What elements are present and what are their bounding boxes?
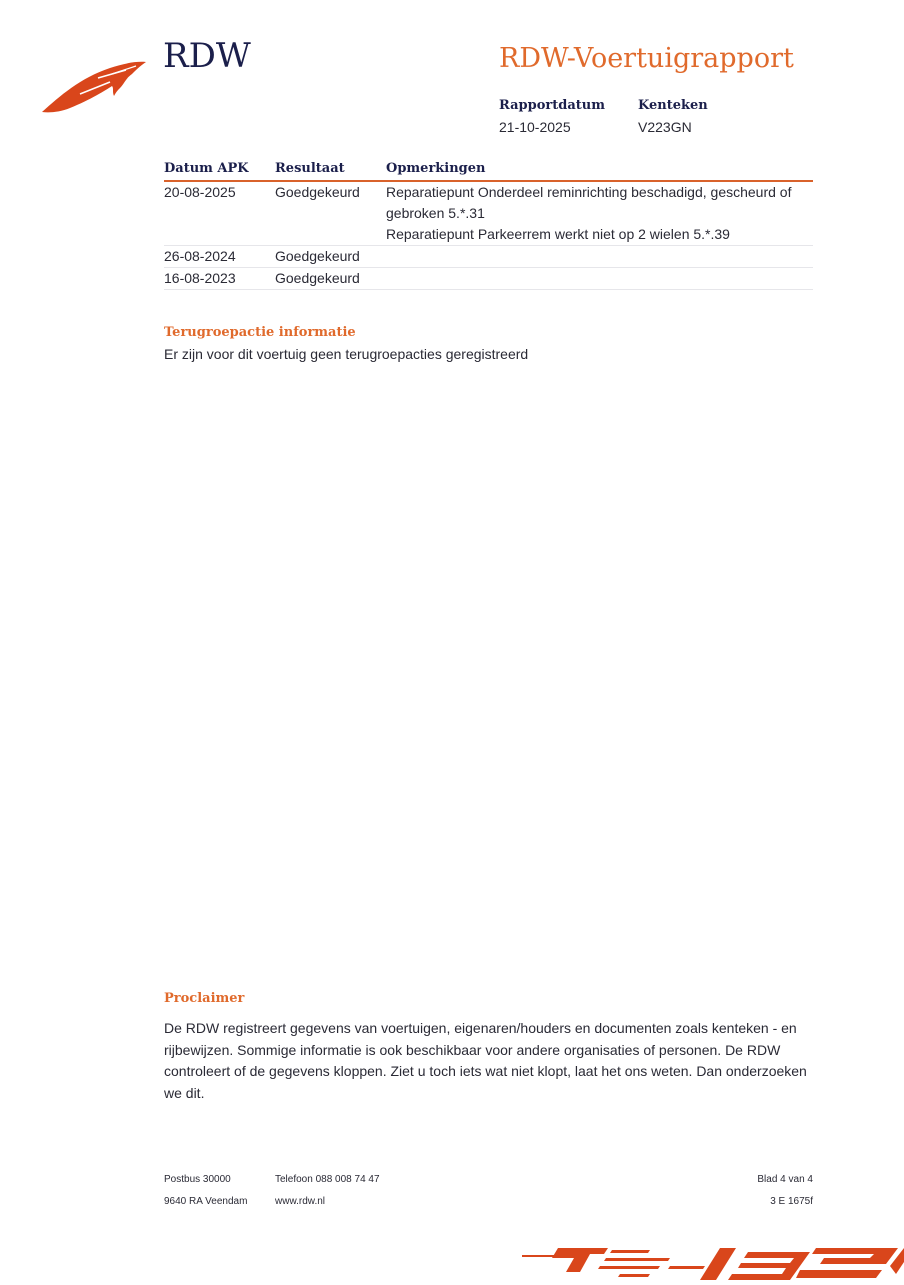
rdw-feather-logo-icon — [40, 56, 150, 116]
apk-result: Goedgekeurd — [275, 184, 360, 200]
apk-remarks — [386, 182, 806, 245]
report-date-value: 21-10-2025 — [499, 119, 571, 135]
apk-table — [164, 160, 813, 290]
apk-result: Goedgekeurd — [275, 270, 360, 286]
proclaimer-text: De RDW registreert gegevens van voertuigen, eigenaren/houders en documenten zoals kenteken - en rijbewijzen. Sommige informatie is ook beschikbaar voor andere organisaties of personen. De RDW controleert of de gegevens kloppen. Ziet u toch iets wat niet klopt, laat het ons weten. Dan onderzoeken we dit. — [164, 1020, 807, 1101]
license-plate-value: V223GN — [638, 119, 692, 135]
recall-section-title: Terugroepactie informatie — [164, 325, 356, 340]
apk-table-header — [164, 160, 813, 182]
footer-document-code: 3 E 1675f — [770, 1196, 813, 1207]
recall-text: Er zijn voor dit voertuig geen terugroepacties geregistreerd — [164, 346, 529, 362]
footer-website-link[interactable]: www.rdw.nl — [275, 1196, 326, 1207]
remark-item: Reparatiepunt Parkeerrem werkt niet op 2 wielen 5.*.39 — [386, 226, 730, 242]
footer-page-number: Blad 4 van 4 — [757, 1174, 813, 1185]
proclaimer-title: Proclaimer — [164, 991, 245, 1006]
footer-city: 9640 RA Veendam — [164, 1196, 248, 1207]
report-title: RDW-Voertuigrapport — [499, 43, 794, 74]
apk-date: 20-08-2025 — [164, 184, 236, 200]
footer-phone: Telefoon 088 008 74 47 — [275, 1174, 380, 1185]
rdw-stripes-decoration-icon — [520, 1244, 904, 1280]
license-plate-label: Kenteken — [638, 98, 708, 113]
table-row — [164, 268, 813, 290]
apk-date: 16-08-2023 — [164, 270, 236, 286]
apk-date: 26-08-2024 — [164, 248, 236, 264]
column-header-result: Resultaat — [275, 161, 345, 176]
column-header-date: Datum APK — [164, 161, 249, 176]
table-row — [164, 246, 813, 268]
footer-postbus: Postbus 30000 — [164, 1174, 231, 1185]
column-header-remarks: Opmerkingen — [386, 161, 486, 176]
report-date-label: Rapportdatum — [499, 98, 605, 113]
apk-result: Goedgekeurd — [275, 248, 360, 264]
table-row — [164, 182, 813, 246]
remark-item: Reparatiepunt Onderdeel reminrichting beschadigd, gescheurd of gebroken 5.*.31 — [386, 184, 792, 221]
rdw-logo-text: RDW — [163, 36, 251, 76]
